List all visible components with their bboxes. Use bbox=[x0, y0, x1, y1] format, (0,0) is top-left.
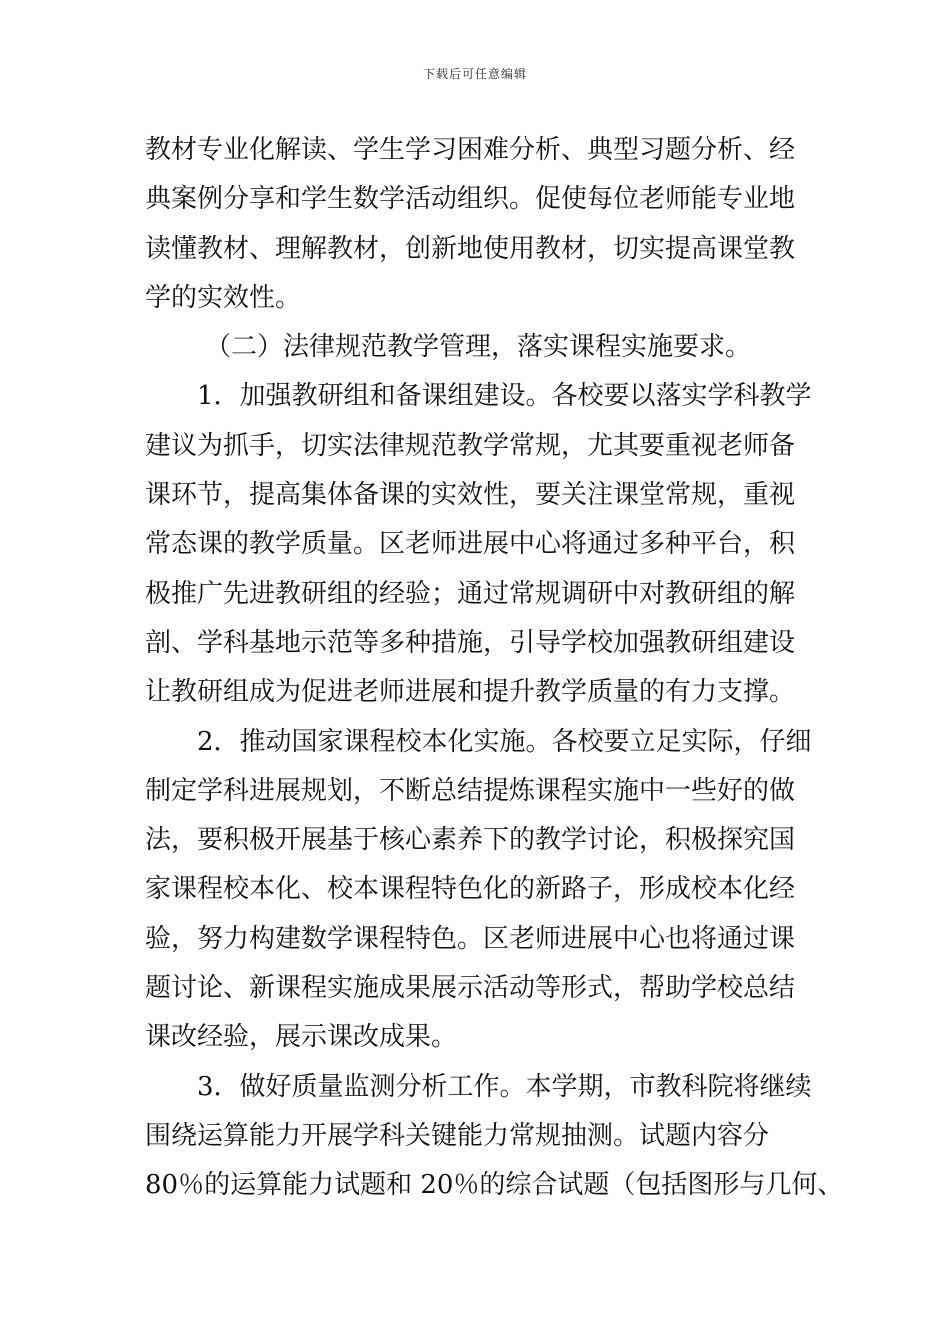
paragraph-line: 建议为抓手，切实法律规范教学常规，尤其要重视老师备 bbox=[145, 430, 796, 461]
paragraph-line: 法，要积极开展基于核心素养下的教学讨论，积极探究国 bbox=[145, 825, 796, 856]
page-header: 下载后可任意编辑 bbox=[422, 67, 527, 81]
paragraph-line: 课改经验，展示课改成果。 bbox=[145, 1022, 458, 1053]
paragraph-line: 读懂教材、理解教材，创新地使用教材，切实提高课堂教 bbox=[145, 233, 796, 264]
document-body bbox=[145, 126, 844, 1211]
paragraph-line: 1．加强教研组和备课组建设。各校要以落实学科教学 bbox=[197, 381, 812, 412]
paragraph-line: 教材专业化解读、学生学习困难分析、典型习题分析、经 bbox=[145, 135, 796, 165]
paragraph-line: 80％的运算能力试题和 20％的综合试题（包括图形与几何、 bbox=[145, 1170, 844, 1201]
section-heading: （二）法律规范教学管理，落实课程实施要求。 bbox=[205, 332, 752, 363]
paragraph-line: 极推广先进教研组的经验；通过常规调研中对教研组的解 bbox=[145, 578, 796, 609]
paragraph-line: 围绕运算能力开展学科关键能力常规抽测。试题内容分 bbox=[145, 1120, 770, 1151]
paragraph-line: 典案例分享和学生数学活动组织。促使每位老师能专业地 bbox=[145, 184, 796, 215]
paragraph-line: 家课程校本化、校本课程特色化的新路子，形成校本化经 bbox=[145, 874, 796, 905]
paragraph-line: 制定学科进展规划，不断总结提炼课程实施中一些好的做 bbox=[145, 775, 796, 806]
paragraph-line: 2．推动国家课程校本化实施。各校要立足实际，仔细 bbox=[197, 726, 812, 757]
paragraph-line: 学的实效性。 bbox=[145, 282, 302, 313]
paragraph-line: 题讨论、新课程实施成果展示活动等形式，帮助学校总结 bbox=[145, 973, 796, 1004]
paragraph-line: 验，努力构建数学课程特色。区老师进展中心也将通过课 bbox=[145, 923, 796, 954]
paragraph-line: 3．做好质量监测分析工作。本学期，市教科院将继续 bbox=[197, 1071, 812, 1102]
paragraph-line: 让教研组成为促进老师进展和提升教学质量的有力支撑。 bbox=[145, 677, 796, 708]
paragraph-line: 课环节，提高集体备课的实效性，要关注课堂常规，重视 bbox=[145, 480, 796, 511]
paragraph-line: 常态课的教学质量。区老师进展中心将通过多种平台，积 bbox=[145, 529, 796, 560]
paragraph-line: 剖、学科基地示范等多种措施，引导学校加强教研组建设 bbox=[145, 627, 796, 658]
